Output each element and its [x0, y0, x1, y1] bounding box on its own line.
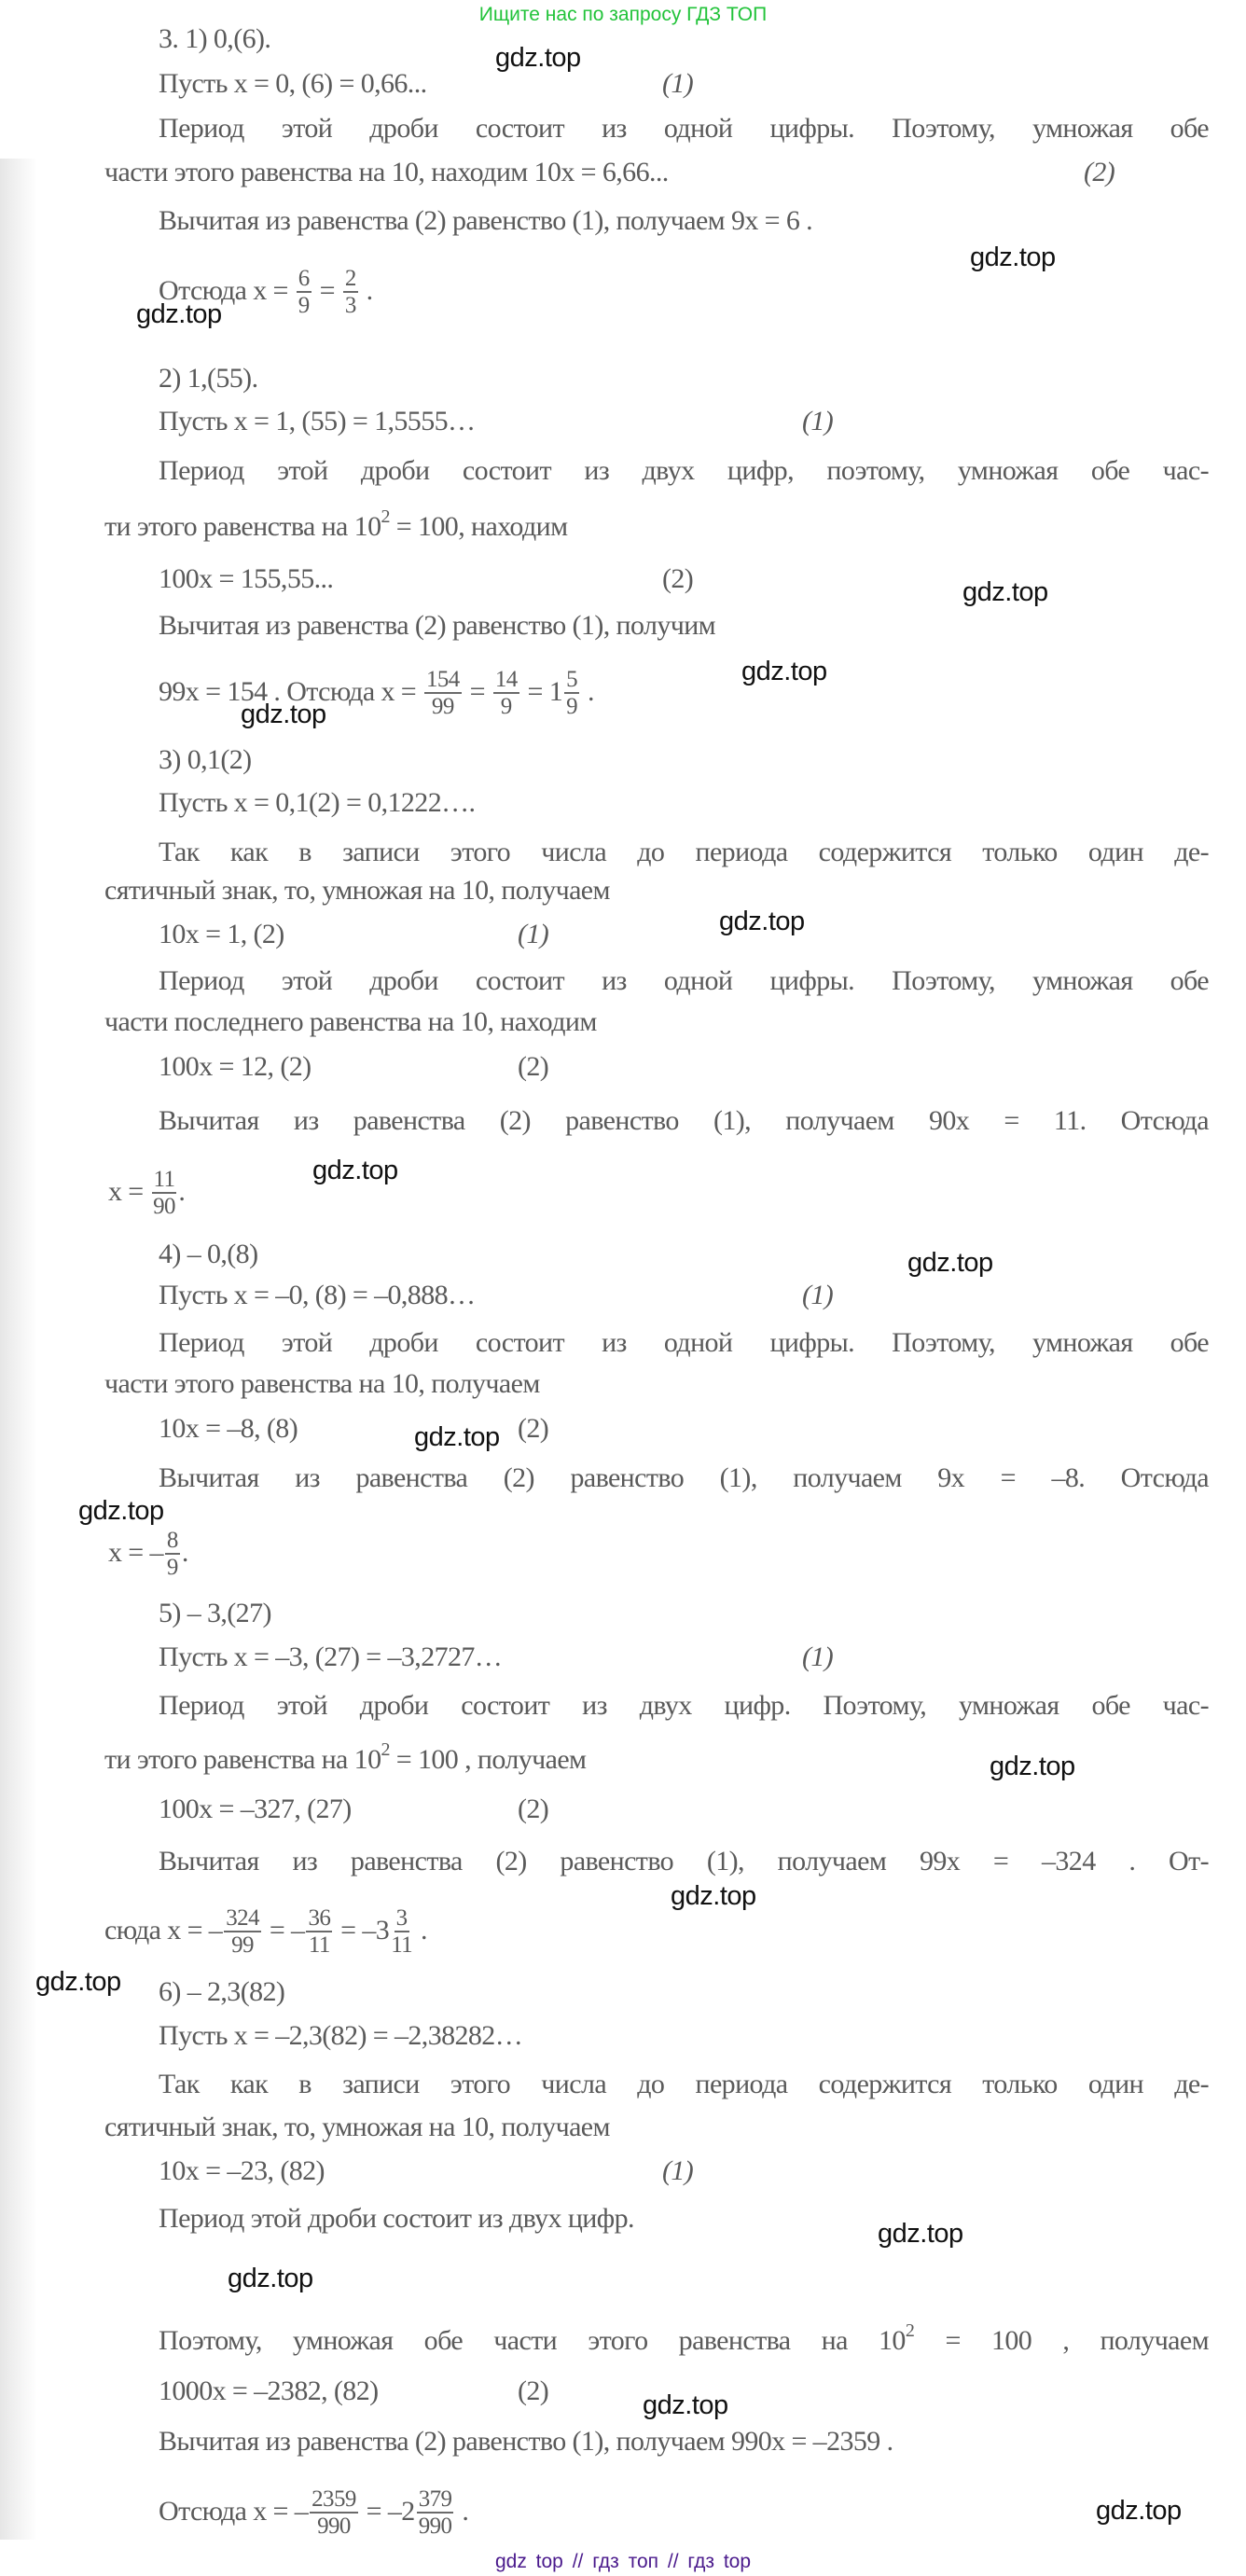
watermark-link[interactable]: gdz.top [878, 2219, 963, 2249]
task-2-paragraph-2: Вычитая из равенства (2) равенство (1), получим [159, 610, 716, 641]
numerator: 11 [153, 1167, 175, 1192]
watermark-link[interactable]: gdz.top [643, 2390, 728, 2420]
equation: 100x = 155,55... [159, 563, 334, 594]
watermark-link[interactable]: gdz.top [241, 699, 326, 729]
period: . [181, 1536, 188, 1568]
text: = 100 , получаем [914, 2325, 1209, 2356]
fraction [297, 267, 312, 319]
equation-number: (2) [518, 1794, 549, 1824]
task-5-paragraph-1b [104, 1739, 587, 1777]
text: ти этого равенства на 10 [104, 1744, 381, 1775]
numerator: 154 [425, 667, 460, 692]
equation-number: (1) [802, 1641, 834, 1672]
task-4-let [159, 1279, 834, 1312]
denominator: 11 [308, 1932, 330, 1958]
task-6-paragraph-2: Период этой дроби состоит из двух цифр. [159, 2203, 634, 2234]
watermark-link[interactable]: gdz.top [990, 1752, 1075, 1781]
period: . [366, 274, 373, 306]
result-prefix: сюда x = – [104, 1914, 223, 1946]
numerator: 36 [308, 1905, 331, 1931]
watermark-link[interactable]: gdz.top [907, 1248, 993, 1278]
task-3-let: Пусть x = 0,1(2) = 0,1222…. [159, 787, 476, 818]
task-2-let-text: Пусть x = 1, (55) = 1,5555… [159, 406, 476, 436]
period: . [178, 1175, 186, 1207]
result-prefix: 99x = 154 . Отсюда x = [159, 675, 417, 707]
equation: 100x = –327, (27) [159, 1794, 352, 1824]
task-3-paragraph-3: Вычитая из равенства (2) равенство (1), получаем 90x = 11. Отсюда [159, 1105, 1209, 1136]
watermark-link[interactable]: gdz.top [671, 1881, 756, 1911]
mixed-whole: = –3 [340, 1914, 390, 1946]
equation: 100x = 12, (2) [159, 1051, 312, 1082]
numerator: 2 [344, 266, 356, 291]
equals-sign: = – [269, 1914, 305, 1946]
result-prefix: x = – [108, 1536, 163, 1568]
task-4-title: 4) – 0,(8) [159, 1239, 258, 1269]
fraction [165, 1529, 180, 1581]
result-prefix: Отсюда x = – [159, 2495, 309, 2527]
fraction [493, 668, 519, 720]
task-1-let [159, 67, 694, 101]
task-3-equation-1 [159, 918, 549, 951]
exponent: 2 [381, 1739, 390, 1760]
equation-number: (2) [518, 1413, 549, 1444]
exponent: 2 [905, 2320, 915, 2341]
numerator: 379 [418, 2486, 452, 2512]
denominator: 99 [231, 1932, 254, 1958]
equation: 1000x = –2382, (82) [159, 2375, 379, 2406]
equation-number: (1) [518, 919, 549, 949]
denominator: 9 [298, 293, 310, 318]
task-6-paragraph-1a: Так как в записи этого числа до периода содержится только один де- [159, 2069, 1209, 2099]
numerator: 3 [395, 1905, 408, 1931]
mixed-whole: = 1 [527, 675, 563, 707]
equation-number: (2) [518, 1051, 549, 1082]
task-6-result [159, 2486, 469, 2539]
task-6-equation-2 [159, 2375, 549, 2408]
fraction [391, 1906, 412, 1959]
fraction [310, 2487, 358, 2540]
watermark-link[interactable]: gdz.top [78, 1496, 164, 1526]
denominator: 90 [153, 1194, 175, 1219]
text: = 100, находим [389, 511, 568, 542]
equals-sign: = [469, 675, 485, 707]
task-3-paragraph-1b: сятичный знак, то, умножая на 10, получаем [104, 875, 610, 906]
task-4-result [108, 1528, 188, 1580]
task-5-paragraph-2: Вычитая из равенства (2) равенство (1), получаем 99x = –324 . От- [159, 1846, 1209, 1877]
watermark-link[interactable]: gdz.top [136, 299, 222, 329]
task-3-paragraph-2a: Период этой дроби состоит из одной цифры. Поэтому, умножая обе [159, 965, 1209, 996]
denominator: 9 [566, 694, 578, 719]
task-4-paragraph-2: Вычитая из равенства (2) равенство (1), получаем 9x = –8. Отсюда [159, 1462, 1209, 1493]
fraction [424, 668, 462, 720]
task-5-equation-2 [159, 1793, 549, 1826]
fraction [306, 1906, 332, 1959]
search-banner[interactable]: Ищите нас по запросу ГДЗ ТОП [478, 4, 768, 25]
task-3-paragraph-1a: Так как в записи этого числа до периода содержится только один де- [159, 837, 1209, 867]
text: ти этого равенства на 10 [104, 511, 381, 542]
denominator: 3 [344, 293, 356, 318]
period: . [462, 2495, 469, 2527]
task-5-let [159, 1641, 834, 1674]
task-4-let-text: Пусть x = –0, (8) = –0,888… [159, 1280, 476, 1310]
scan-edge-shadow [0, 159, 37, 2540]
watermark-link[interactable]: gdz.top [228, 2264, 313, 2293]
task-1-paragraph-1b-text: части этого равенства на 10, находим 10x = 6,66... [104, 157, 669, 187]
numerator: 14 [494, 667, 518, 692]
denominator: 11 [391, 1932, 413, 1958]
watermark-link[interactable]: gdz.top [719, 907, 805, 936]
numerator: 2359 [312, 2486, 356, 2512]
result-prefix: Отсюда x = [159, 274, 288, 306]
task-3-title: 3) 0,1(2) [159, 744, 252, 775]
fraction [564, 668, 579, 720]
task-1-let-text: Пусть x = 0, (6) = 0,66... [159, 68, 427, 99]
watermark-link[interactable]: gdz.top [741, 657, 827, 686]
task-6-equation-1 [159, 2154, 694, 2188]
numerator: 6 [298, 266, 310, 291]
fraction [343, 267, 358, 319]
equation-number: (1) [802, 1280, 834, 1310]
task-6-let: Пусть x = –2,3(82) = –2,38282… [159, 2020, 523, 2051]
task-4-paragraph-1a: Период этой дроби состоит из одной цифры. Поэтому, умножая обе [159, 1327, 1209, 1358]
watermark-link[interactable]: gdz.top [414, 1422, 500, 1452]
task-2-equation-2 [159, 562, 694, 596]
numerator: 5 [566, 667, 578, 692]
denominator: 990 [317, 2514, 351, 2539]
numerator: 8 [166, 1528, 178, 1553]
task-1-result [159, 266, 373, 318]
denominator: 9 [500, 694, 512, 719]
text: Поэтому, умножая обе части этого равенства на 10 [159, 2325, 906, 2356]
task-5-result [104, 1905, 427, 1958]
denominator: 990 [418, 2514, 452, 2539]
watermark-link[interactable]: gdz.top [970, 242, 1056, 272]
task-3-equation-2 [159, 1050, 549, 1084]
equation: 10x = 1, (2) [159, 919, 284, 949]
task-1-paragraph-1b [104, 156, 1115, 189]
watermark-link[interactable]: gdz.top [35, 1967, 121, 1997]
period: . [420, 1914, 427, 1946]
task-5-paragraph-1a: Период этой дроби состоит из двух цифр. Поэтому, умножая обе час- [159, 1690, 1209, 1721]
equation-number: (1) [662, 68, 694, 99]
footer-links[interactable]: gdz top // гдз топ // гдз top [494, 2551, 752, 2572]
watermark-link[interactable]: gdz.top [495, 43, 581, 73]
task-1-title: 3. 1) 0,(6). [159, 23, 271, 54]
exponent: 2 [381, 506, 390, 527]
equation-number: (2) [1084, 157, 1115, 187]
task-4-paragraph-1b: части этого равенства на 10, получаем [104, 1368, 540, 1399]
equals-sign: = [319, 274, 335, 306]
text: = 100 , получаем [389, 1744, 587, 1775]
task-6-paragraph-3 [159, 2320, 1209, 2358]
task-6-paragraph-1b: сятичный знак, то, умножая на 10, получаем [104, 2112, 610, 2142]
task-3-paragraph-2b: части последнего равенства на 10, находим [104, 1006, 597, 1037]
denominator: 9 [166, 1555, 178, 1580]
task-5-title: 5) – 3,(27) [159, 1598, 271, 1628]
denominator: 99 [431, 694, 454, 719]
equation: 10x = –23, (82) [159, 2155, 325, 2186]
equation-number: (1) [662, 2155, 694, 2186]
task-5-let-text: Пусть x = –3, (27) = –3,2727… [159, 1641, 503, 1672]
task-6-title: 6) – 2,3(82) [159, 1976, 285, 2007]
task-2-paragraph-1a: Период этой дроби состоит из двух цифр, поэтому, умножая обе час- [159, 455, 1209, 486]
task-2-title: 2) 1,(55). [159, 363, 258, 394]
fraction [152, 1168, 177, 1220]
task-1-paragraph-1a: Период этой дроби состоит из одной цифры. Поэтому, умножая обе [159, 113, 1209, 144]
equation-number: (2) [662, 563, 694, 594]
watermark-link[interactable]: gdz.top [1096, 2496, 1182, 2526]
numerator: 324 [226, 1905, 259, 1931]
task-3-result [108, 1167, 186, 1219]
fraction [224, 1906, 261, 1959]
task-2-paragraph-1b [104, 506, 568, 544]
watermark-link[interactable]: gdz.top [962, 577, 1048, 607]
task-2-let [159, 405, 834, 438]
task-6-paragraph-4: Вычитая из равенства (2) равенство (1), получаем 990x = –2359 . [159, 2426, 893, 2457]
period: . [587, 675, 594, 707]
task-1-paragraph-2: Вычитая из равенства (2) равенство (1), получаем 9x = 6 . [159, 205, 813, 236]
result-prefix: x = [108, 1175, 144, 1207]
equation: 10x = –8, (8) [159, 1413, 298, 1444]
fraction [417, 2487, 454, 2540]
watermark-link[interactable]: gdz.top [312, 1156, 398, 1185]
equation-number: (1) [802, 406, 834, 436]
mixed-whole: = –2 [366, 2495, 415, 2527]
equation-number: (2) [518, 2375, 549, 2406]
